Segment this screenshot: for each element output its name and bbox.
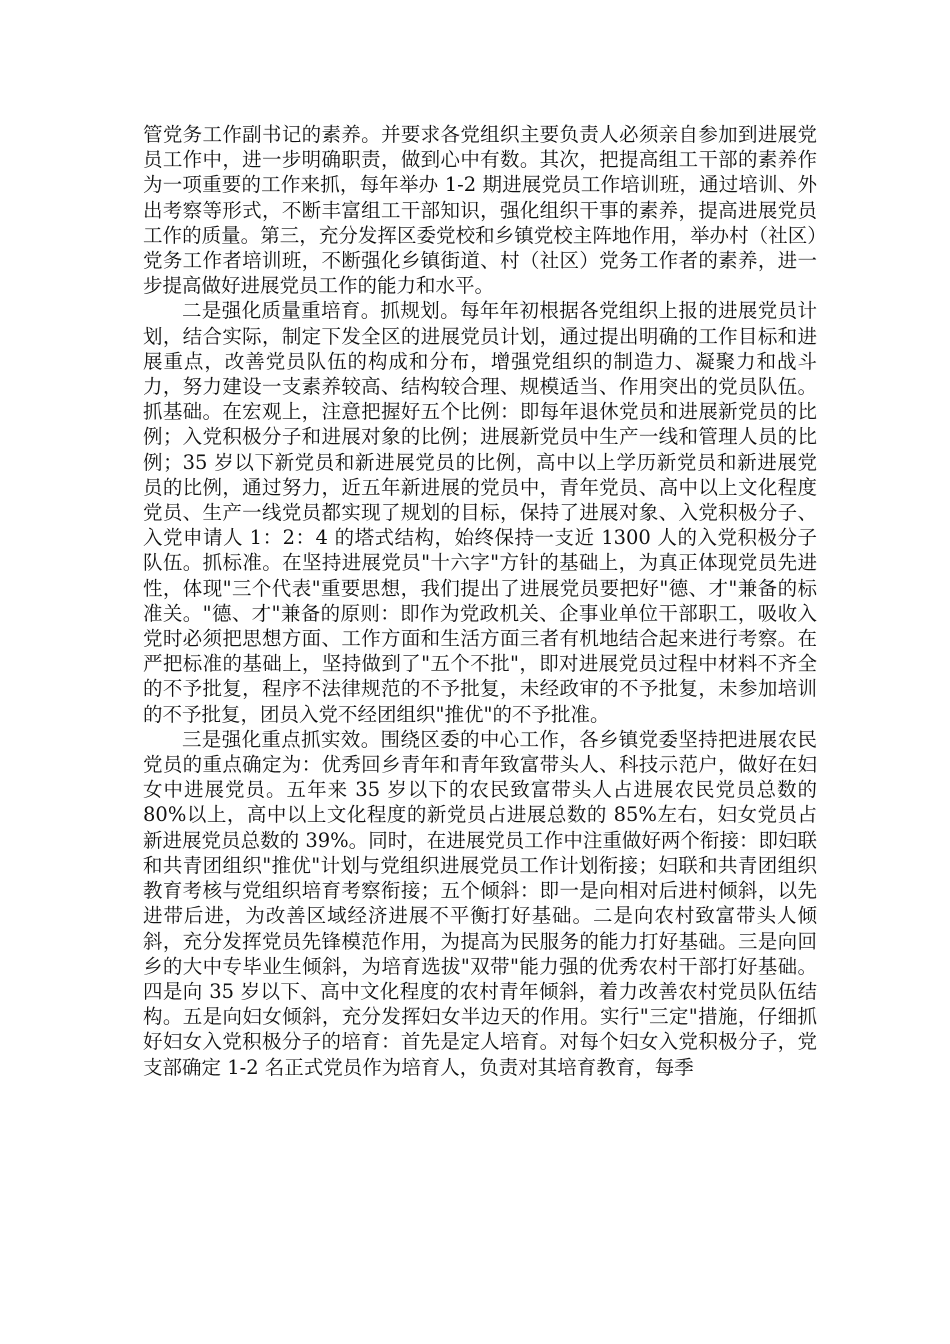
document-body [143,122,817,1080]
paragraph-continued: 管党务工作副书记的素养。并要求各党组织主要负责人必须亲自参加到进展党员工作中，进一步明确职责，做到心中有数。其次，把提高组工干部的素养作为一项重要的工作来抓，每年举办 1-2 期进展党员工作培训班，通过培训、外出考察等形式，不断丰富组工干部知识，强化组织干事的素养，提高进展党员工作的质量。第三，充分发挥区委党校和乡镇党校主阵地作用，举办村（社区）党务工作者培训班，不断强化乡镇街道、村（社区）党务工作者的素养，进一步提高做好进展党员工作的能力和水平。 [143,123,817,298]
paragraph-key-focus: 三是强化重点抓实效。围绕区委的中心工作，各乡镇党委坚持把进展农民党员的重点确定为：优秀回乡青年和青年致富带头人、科技示范户，做好在妇女中进展党员。五年来 35 岁以下的农民致富带头人占进展农民党员总数的 80%以上，高中以上文化程度的新党员占进展总数的 85%左右，妇女党员占新进展党员总数的 39%。同时，在进展党员工作中注重做好两个衔接：即妇联和共青团组织"推优"计划与党组织进展党员工作计划衔接；妇联和共青团组织教育考核与党组织培育考察衔接；五个倾斜：即一是向相对后进村倾斜，以先进带后进，为改善区域经济进展不平衡打好基础。二是向农村致富带头人倾斜，充分发挥党员先锋模范作用，为提高为民服务的能力打好基础。三是向回乡的大中专毕业生倾斜，为培育选拔"双带"能力强的优秀农村干部打好基础。四是向 35 岁以下、高中文化程度的农村青年倾斜，着力改善农村党员队伍结构。五是向妇女倾斜，充分发挥妇女半边天的作用。实行"三定"措施，仔细抓好妇女入党积极分子的培育：首先是定人培育。对每个妇女入党积极分子，党支部确定 1-2 名正式党员作为培育人，负责对其培育教育，每季 [143,727,817,1079]
paragraph-quality-training: 二是强化质量重培育。抓规划。每年年初根据各党组织上报的进展党员计划，结合实际，制定下发全区的进展党员计划，通过提出明确的工作目标和进展重点，改善党员队伍的构成和分布，增强党组织的制造力、凝聚力和战斗力，努力建设一支素养较高、结构较合理、规模适当、作用突出的党员队伍。抓基础。在宏观上，注意把握好五个比例：即每年退休党员和进展新党员的比例；入党积极分子和进展对象的比例；进展新党员中生产一线和管理人员的比例；35 岁以下新党员和新进展党员的比例，高中以上学历新党员和新进展党员的比例，通过努力，近五年新进展的党员中，青年党员、高中以上文化程度党员、生产一线党员都实现了规划的目标，保持了进展对象、入党积极分子、入党申请人 1：2：4 的塔式结构，始终保持一支近 1300 人的入党积极分子队伍。抓标准。在坚持进展党员"十六字"方针的基础上，为真正体现党员先进性，体现"三个代表"重要思想，我们提出了进展党员要把好"德、才"兼备的标准关。"德、才"兼备的原则：即作为党政机关、企事业单位干部职工，吸收入党时必须把思想方面、工作方面和生活方面三者有机地结合起来进行考察。在严把标准的基础上，坚持做到了"五个不批"，即对进展党员过程中材料不齐全的不予批复，程序不法律规范的不予批复，未经政审的不予批复，未参加培训的不予批复，团员入党不经团组织"推优"的不予批准。 [143,299,817,726]
